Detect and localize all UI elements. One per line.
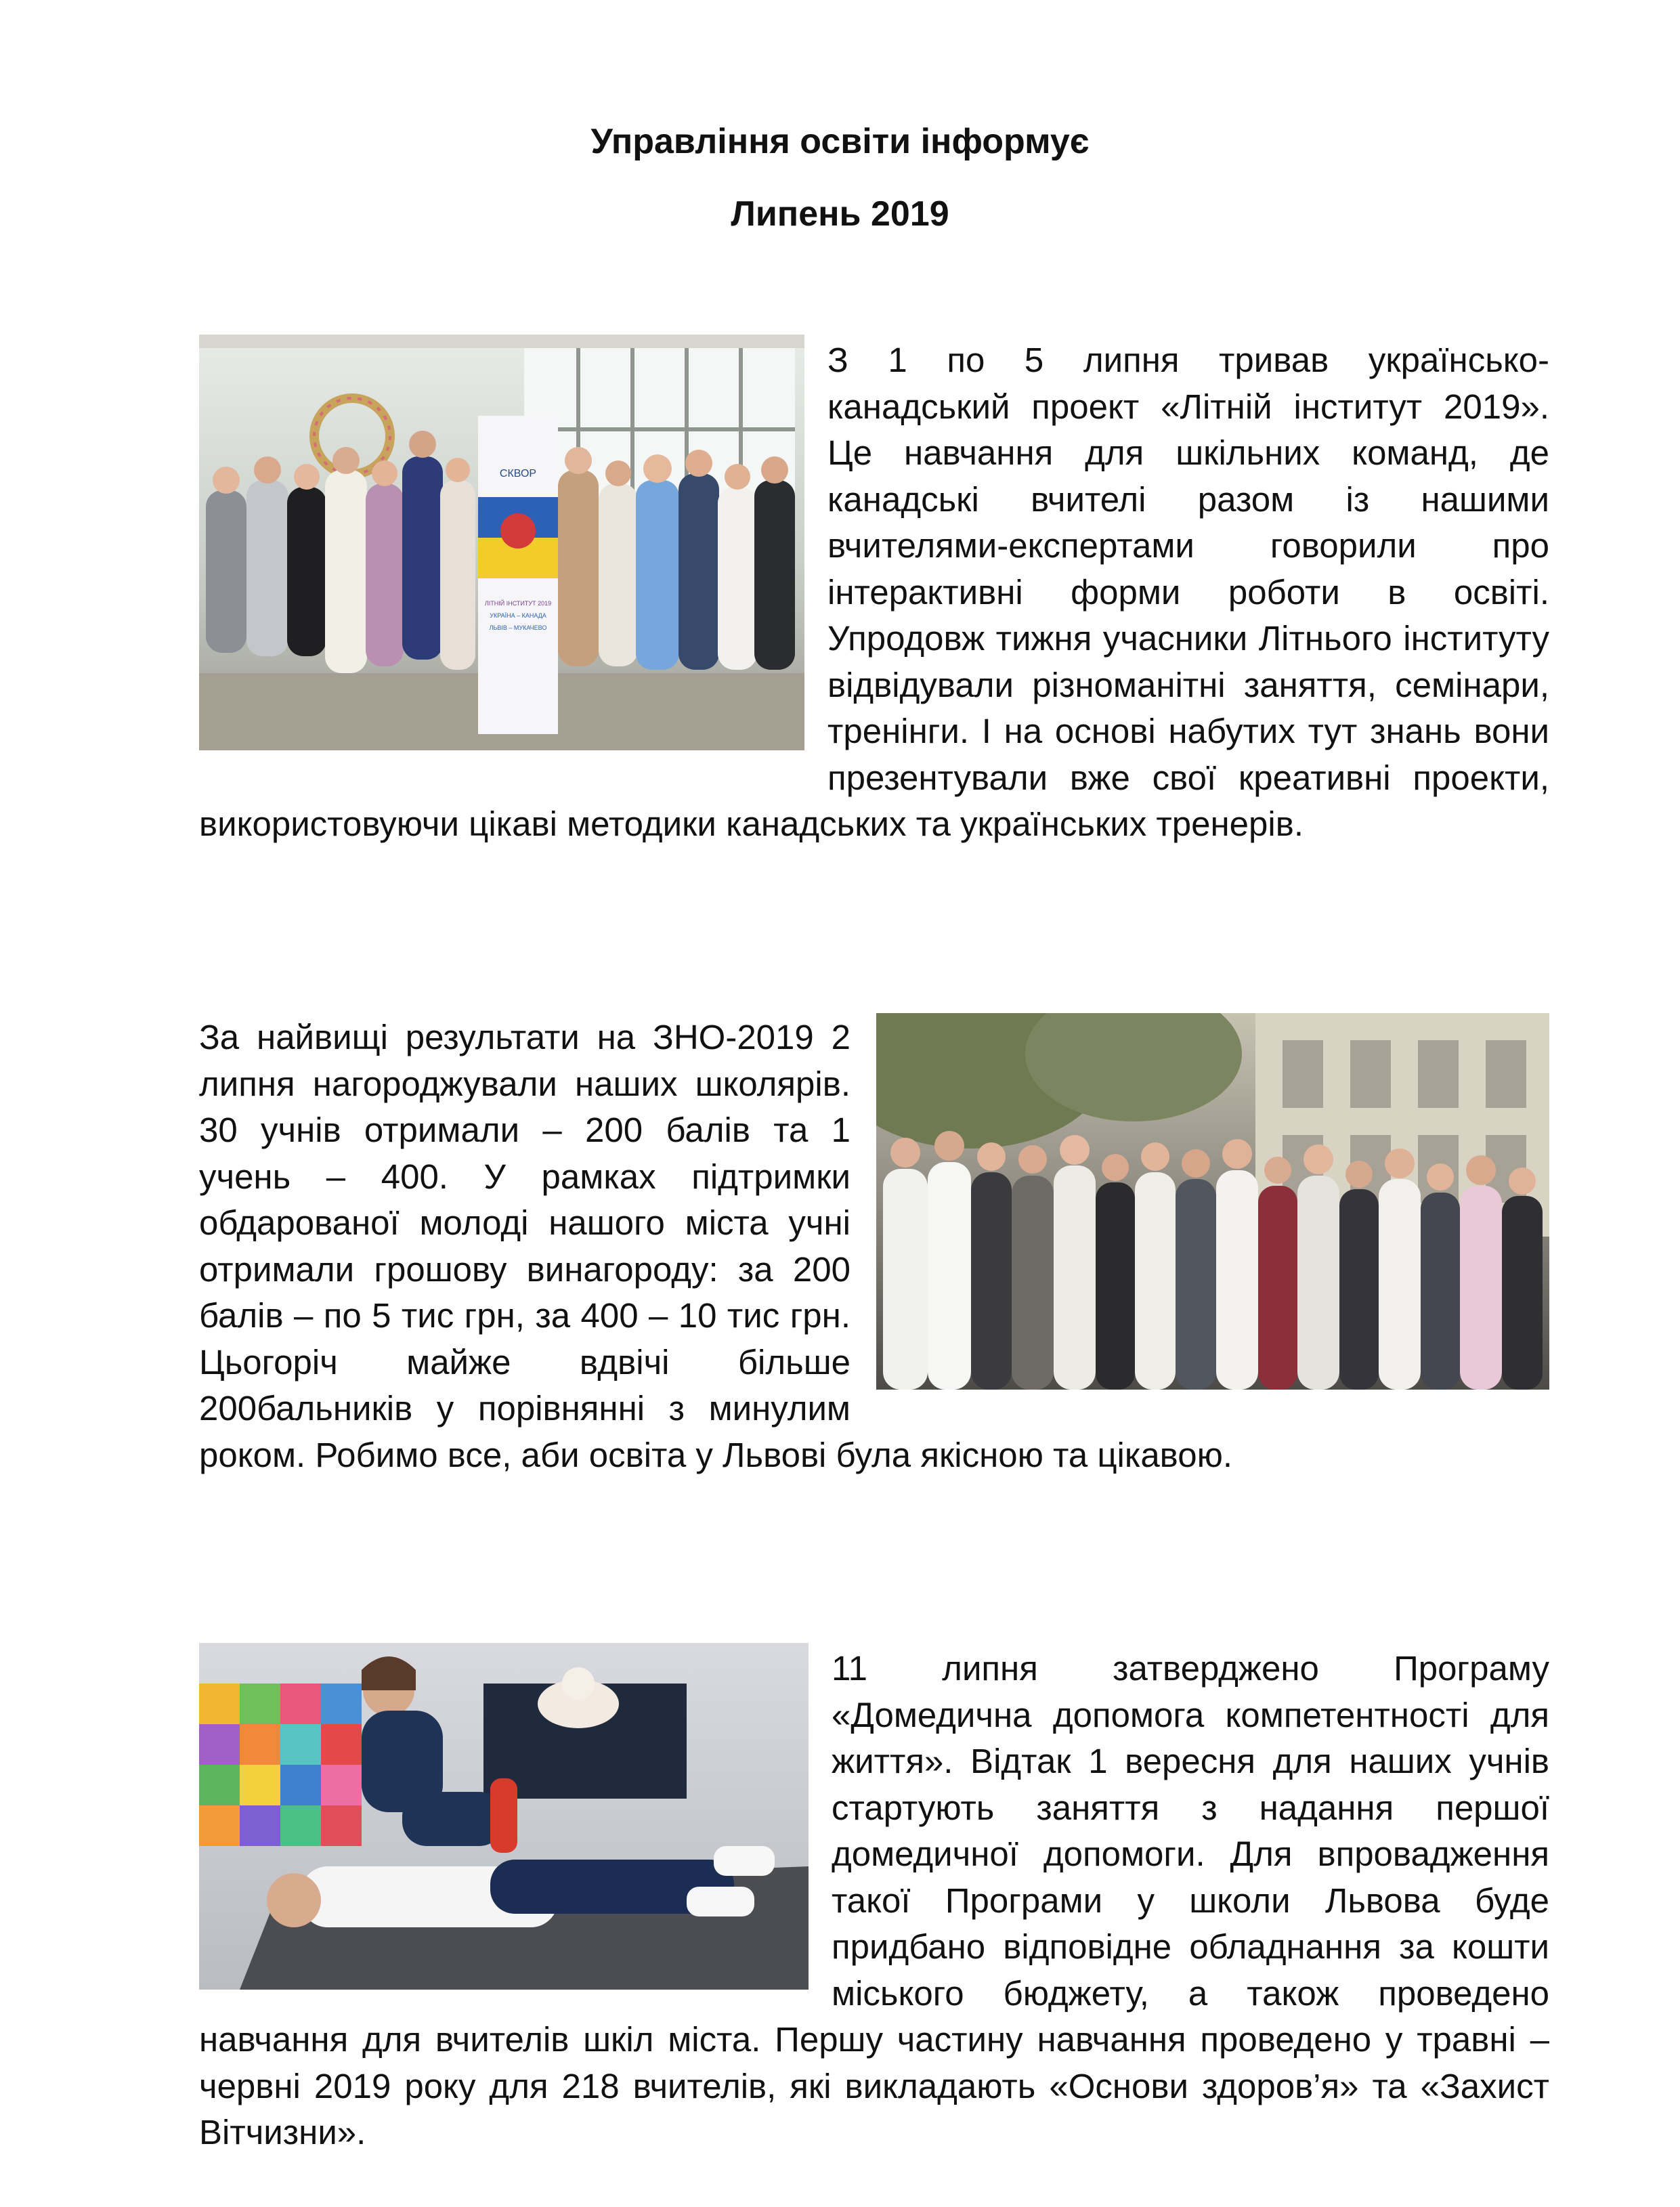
article-zno-awards [199,1014,1549,1478]
first-aid-training-photo [199,1643,809,1990]
banner-text-4: ЛЬВІВ – МУКАЧЕВО [489,624,547,631]
article-first-aid-program [199,1646,1549,2156]
banner-text-2: ЛІТНІЙ ІНСТИТУТ 2019 [484,600,552,607]
article-text-zno-awards: За найвищі результати на ЗНО-2019 2 липня нагороджували наших школярів. 30 учнів отримали – 200 балів та 1 учень – 400. У рамках підтримки обдарованої молоді нашого міста учні отримали грошову винагороду: за 200 балів – по 5 тис грн, за 400 – 10 тис грн. Цьогоріч майже вдвічі більше 200бальників у порівнянні з минулим роком. Робимо все, аби освіта у Львові була якісною та цікавою. [199,1018,1232,1474]
banner-text-3: УКРАЇНА – КАНАДА [490,612,546,619]
zno-students-group-photo [876,1013,1549,1390]
article-text-summer-institute: З 1 по 5 липня тривав українсько-канадський проект «Літній інститут 2019». Це навчання для шкільних команд, де канадські вчителі разом із нашими вчителями-експертами говорили про інтерактивні форми роботи в освіті. Упродовж тижня учасники Літнього інституту відвідували різноманітні заняття, семінари, тренінги. І на основі набутих тут знань вони презентували вже свої креативні проекти, використовуючи цікаві методики канадських та українських тренерів. [199,341,1549,843]
article-summer-institute [199,337,1549,848]
banner-text-1: СКВОР [499,468,537,479]
article-text-first-aid-program: 11 липня затверджено Програму «Домедична допомога компетентності для життя». Відтак 1 вересня для наших учнів стартують заняття з надання першої домедичної допомоги. Для впровадження такої Програми у школи Львова буде придбано відповідне обладнання за кошти міського бюджету, а також проведено навчання для вчителів шкіл міста. Першу частину навчання проведено у травні – червні 2019 року для 218 вчителів, які викладають «Основи здоров’я» та «Захист Вітчизни». [199,1649,1549,2151]
summer-institute-group-photo [199,335,804,750]
document-title: Управління освіти інформує [590,122,1090,161]
document-date: Липень 2019 [731,194,949,234]
